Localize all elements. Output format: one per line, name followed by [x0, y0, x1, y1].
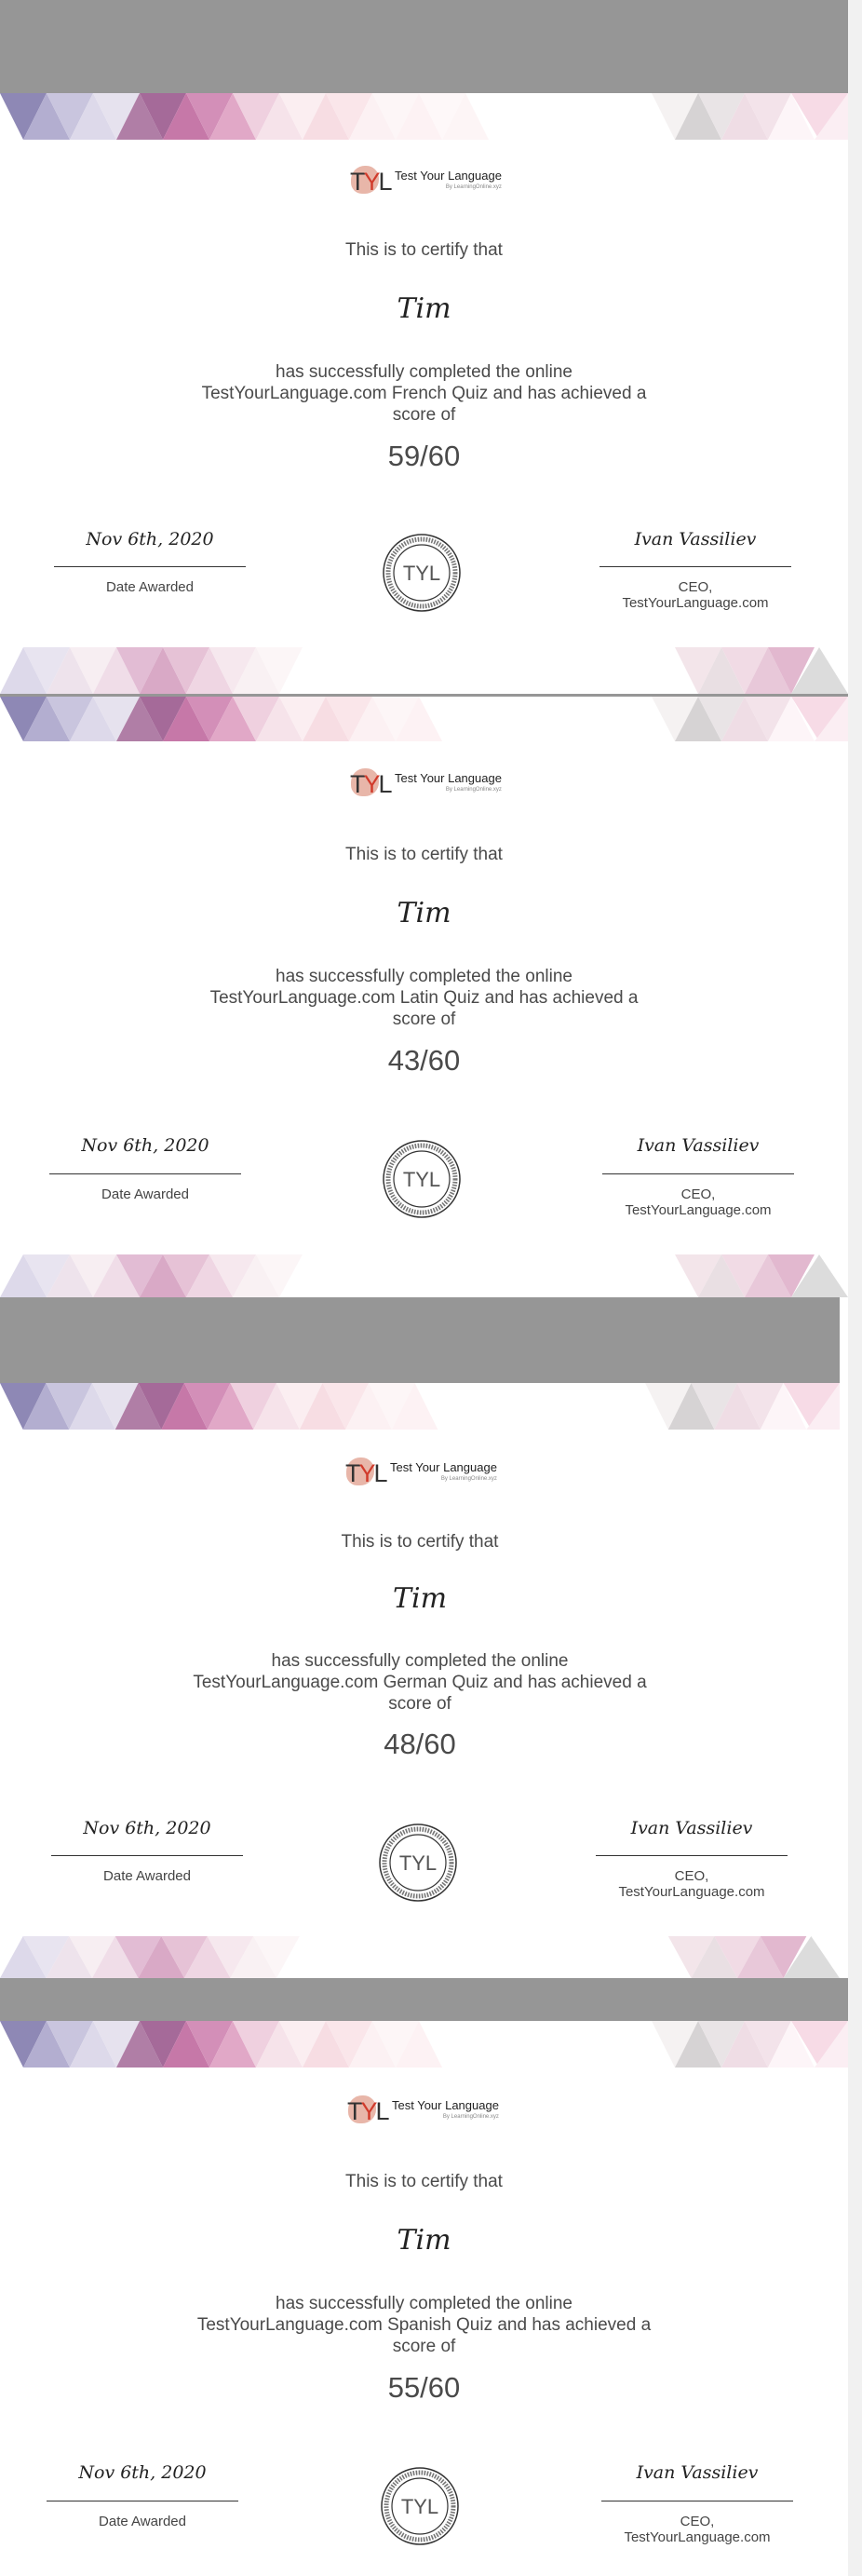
- ceo-signature: Ivan Vassiliev: [637, 1135, 760, 1156]
- decorative-triangle-band-bottom: [0, 647, 848, 694]
- date-awarded-label: Date Awarded: [103, 1868, 191, 1884]
- signature-line: [599, 566, 791, 567]
- brand-name: Test Your Language: [395, 169, 502, 183]
- certificate-seal-icon: [382, 1139, 462, 1219]
- award-date: Nov 6th, 2020: [83, 1818, 211, 1838]
- scrollbar-track[interactable]: [848, 0, 862, 2576]
- date-awarded-label: Date Awarded: [101, 1186, 189, 1202]
- tyl-logo: [345, 2092, 499, 2127]
- signature-line: [602, 1173, 794, 1174]
- tyl-logo: [348, 162, 502, 197]
- certificate-french: [0, 93, 848, 694]
- signatory-title: CEO, TestYourLanguage.com: [618, 1868, 765, 1900]
- completion-text: has successfully completed the online TestYourLanguage.com French Quiz and has achieved a score of: [201, 362, 647, 425]
- certificate-latin: [0, 694, 848, 1297]
- quiz-score: 43/60: [387, 1044, 461, 1077]
- brand-name: Test Your Language: [392, 2098, 499, 2112]
- certificate-spanish: [0, 2021, 848, 2576]
- recipient-name: Tim: [397, 897, 451, 929]
- brand-name: Test Your Language: [390, 1460, 497, 1474]
- ceo-signature: Ivan Vassiliev: [634, 529, 757, 549]
- brand-name: Test Your Language: [395, 771, 502, 785]
- award-date: Nov 6th, 2020: [81, 1135, 209, 1156]
- recipient-name: Tim: [392, 1582, 448, 1615]
- award-date: Nov 6th, 2020: [78, 2462, 207, 2483]
- certify-line: This is to certify that: [345, 240, 503, 260]
- ceo-signature: Ivan Vassiliev: [630, 1818, 753, 1838]
- page-gap-2: [0, 1297, 840, 1383]
- ceo-signature: Ivan Vassiliev: [636, 2462, 759, 2483]
- certificate-german: [0, 1383, 840, 1978]
- completion-text: has successfully completed the online TestYourLanguage.com Spanish Quiz and has achieved a score of: [196, 2294, 652, 2356]
- certificate-seal-icon: [382, 533, 462, 613]
- certificate-seal-icon: [380, 2466, 460, 2546]
- recipient-name: Tim: [397, 2224, 451, 2257]
- page-gap-3: [0, 1978, 848, 2021]
- decorative-triangle-band-top: [0, 1383, 840, 1430]
- certify-line: This is to certify that: [345, 845, 503, 864]
- tyl-logo-mark: TYL: [350, 168, 391, 196]
- svg-text:TYL: TYL: [402, 1168, 441, 1191]
- svg-text:TYL: TYL: [398, 1851, 438, 1875]
- quiz-score: 55/60: [387, 2371, 461, 2404]
- date-awarded-label: Date Awarded: [106, 579, 194, 595]
- tyl-logo: [343, 1454, 497, 1489]
- date-line: [49, 1173, 241, 1174]
- brand-byline: By LearningOnline.xyz: [445, 787, 502, 793]
- completion-text: has successfully completed the online TestYourLanguage.com Latin Quiz and has achieved a score of: [209, 967, 639, 1029]
- certificate-seal-icon: [378, 1823, 458, 1903]
- tyl-logo: [348, 765, 502, 800]
- quiz-score: 48/60: [384, 1728, 456, 1760]
- decorative-triangle-band-bottom: [0, 1254, 848, 1297]
- date-line: [54, 566, 246, 567]
- certify-line: This is to certify that: [341, 1532, 499, 1552]
- tyl-logo-mark: TYL: [345, 1459, 386, 1487]
- brand-byline: By LearningOnline.xyz: [440, 1476, 497, 1482]
- decorative-triangle-band-top: [0, 93, 848, 140]
- date-awarded-label: Date Awarded: [99, 2514, 186, 2529]
- page-gap-top: [0, 0, 848, 93]
- brand-byline: By LearningOnline.xyz: [445, 184, 502, 190]
- certify-line: This is to certify that: [345, 2172, 503, 2191]
- completion-text: has successfully completed the online TestYourLanguage.com German Quiz and has achieved a score of: [193, 1651, 647, 1714]
- decorative-triangle-band-top: [0, 2021, 848, 2068]
- recipient-name: Tim: [397, 292, 451, 325]
- tyl-logo-mark: TYL: [350, 770, 391, 798]
- signatory-title: CEO, TestYourLanguage.com: [625, 1186, 772, 1218]
- award-date: Nov 6th, 2020: [86, 529, 214, 549]
- signature-line: [596, 1855, 788, 1856]
- brand-byline: By LearningOnline.xyz: [442, 2114, 499, 2120]
- decorative-triangle-band-top: [0, 697, 848, 741]
- date-line: [51, 1855, 243, 1856]
- tyl-logo-mark: TYL: [347, 2097, 388, 2125]
- signatory-title: CEO, TestYourLanguage.com: [624, 2514, 771, 2545]
- svg-text:TYL: TYL: [402, 562, 441, 585]
- svg-text:TYL: TYL: [400, 2495, 439, 2518]
- decorative-triangle-band-bottom: [0, 1936, 840, 1978]
- quiz-score: 59/60: [387, 440, 461, 472]
- signatory-title: CEO, TestYourLanguage.com: [622, 579, 769, 611]
